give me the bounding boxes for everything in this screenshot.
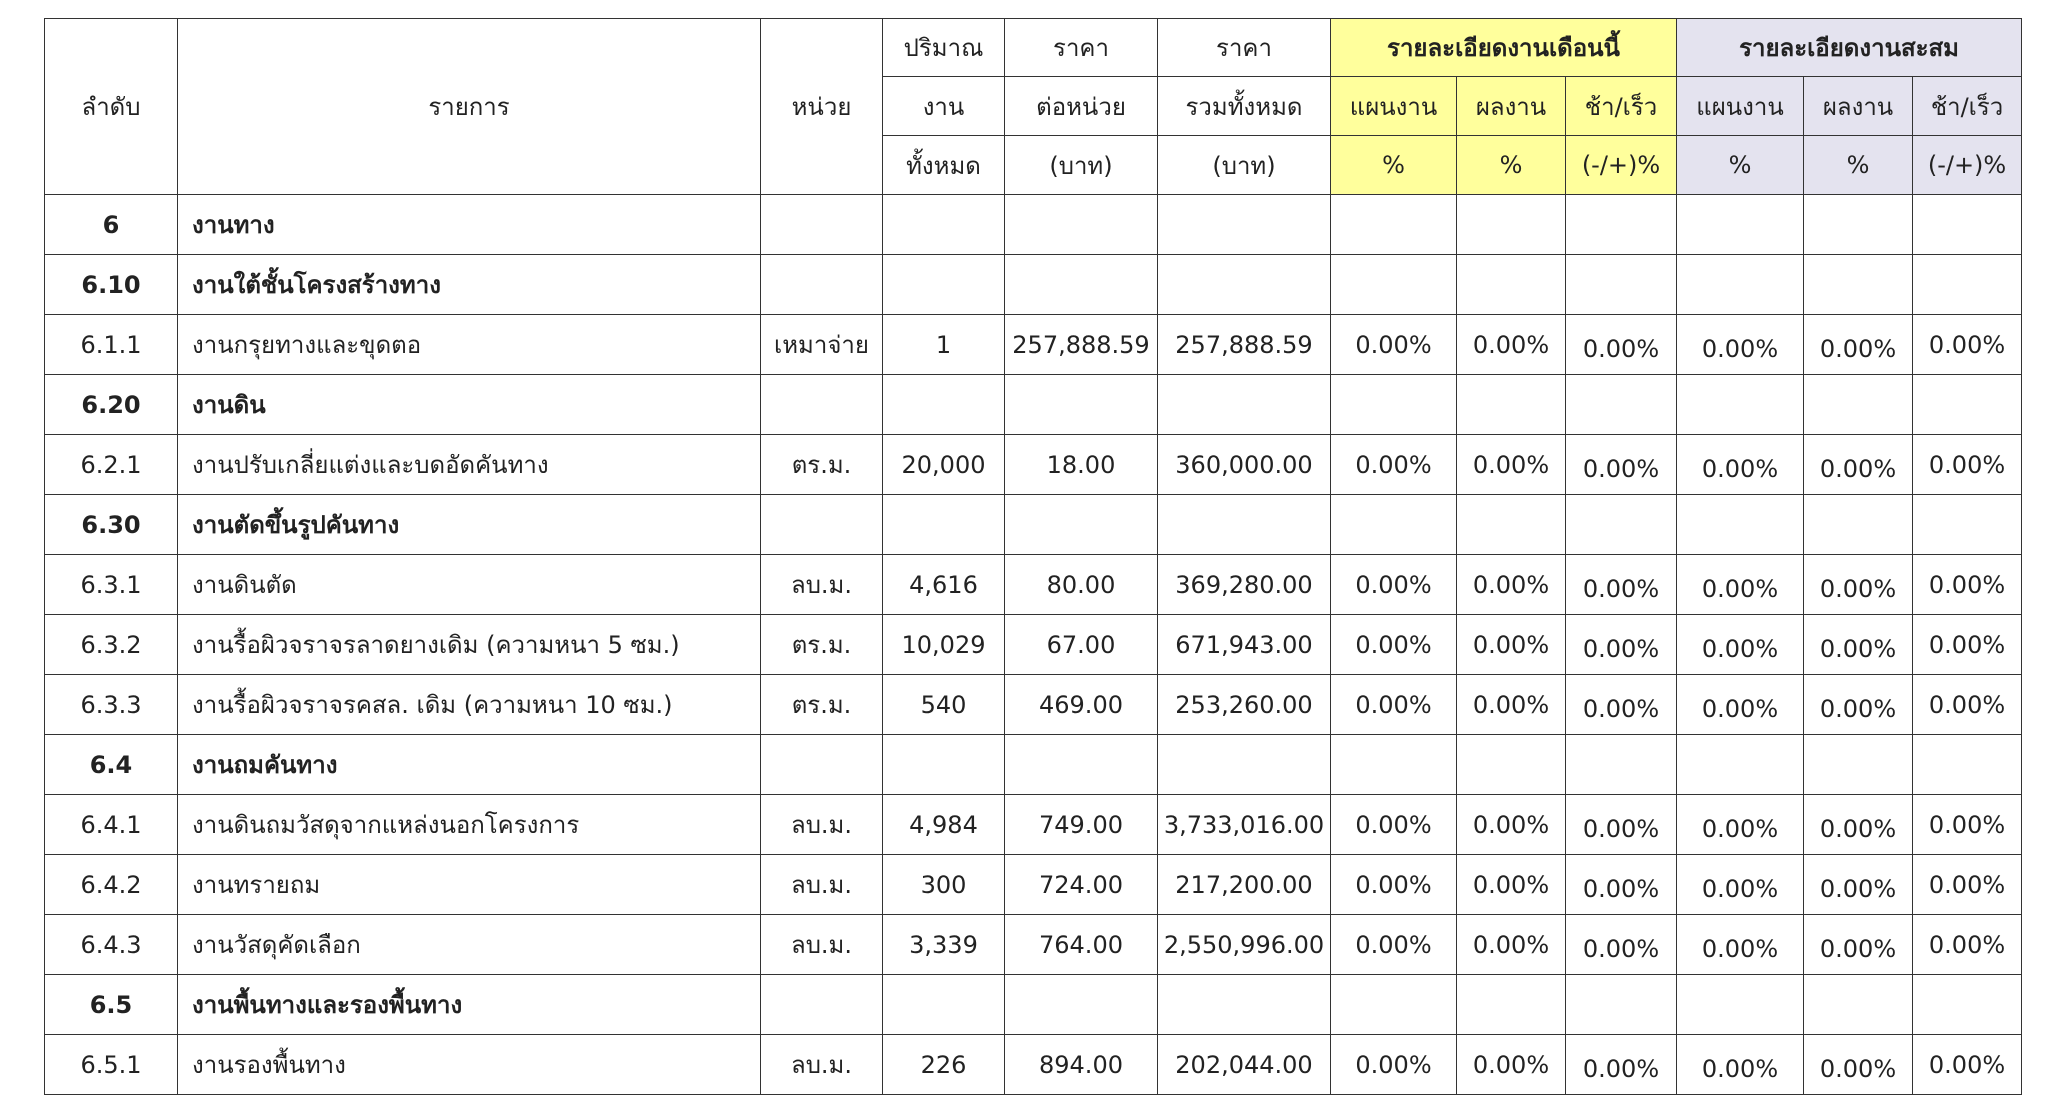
empty-cell	[1331, 735, 1457, 795]
row-quantity: 226	[883, 1035, 1005, 1095]
header-total-price-line3: (บาท)	[1158, 136, 1331, 195]
row-unit-price: 749.00	[1005, 795, 1158, 855]
row-number: 6.3.3	[45, 675, 178, 735]
row-number: 6.4.1	[45, 795, 178, 855]
row-unit: ลบ.ม.	[761, 555, 883, 615]
empty-cell	[1804, 375, 1913, 435]
header-cum-result-pct: %	[1804, 136, 1913, 195]
row-item: งานดินถมวัสดุจากแหล่งนอกโครงการ	[178, 795, 761, 855]
header-unit-price-line3: (บาท)	[1005, 136, 1158, 195]
row-total-price: 671,943.00	[1158, 615, 1331, 675]
row-cum-diff: 0.00%	[1913, 435, 2022, 495]
row-cum-plan: 0.00%	[1677, 915, 1804, 975]
row-item: งานรื้อผิวจราจรคสล. เดิม (ความหนา 10 ซม.)	[178, 675, 761, 735]
row-month-result: 0.00%	[1457, 915, 1566, 975]
table-row	[45, 615, 2022, 675]
table-row	[45, 1035, 2022, 1095]
row-month-diff: 0.00%	[1566, 675, 1677, 735]
empty-cell	[883, 735, 1005, 795]
header-month-diff-pct: (-/+)%	[1566, 136, 1677, 195]
header-total-price-line1: ราคา	[1158, 19, 1331, 77]
row-month-plan: 0.00%	[1331, 915, 1457, 975]
header-cumulative-group: รายละเอียดงานสะสม	[1677, 19, 2022, 77]
empty-cell	[1913, 495, 2022, 555]
empty-cell	[1158, 255, 1331, 315]
row-unit: ลบ.ม.	[761, 915, 883, 975]
table-row	[45, 675, 2022, 735]
row-cum-diff: 0.00%	[1913, 555, 2022, 615]
group-number: 6.4	[45, 735, 178, 795]
empty-cell	[1005, 975, 1158, 1035]
group-number: 6.30	[45, 495, 178, 555]
row-month-plan: 0.00%	[1331, 555, 1457, 615]
empty-cell	[1566, 975, 1677, 1035]
group-row	[45, 375, 2022, 435]
empty-cell	[1457, 735, 1566, 795]
row-month-plan: 0.00%	[1331, 855, 1457, 915]
header-cum-plan: แผนงาน	[1677, 77, 1804, 136]
row-cum-result: 0.00%	[1804, 675, 1913, 735]
row-quantity: 540	[883, 675, 1005, 735]
row-month-result: 0.00%	[1457, 855, 1566, 915]
row-total-price: 360,000.00	[1158, 435, 1331, 495]
empty-cell	[1158, 495, 1331, 555]
header-month-plan: แผนงาน	[1331, 77, 1457, 136]
empty-cell	[1457, 975, 1566, 1035]
group-title: งานถมคันทาง	[178, 735, 761, 795]
row-total-price: 253,260.00	[1158, 675, 1331, 735]
empty-cell	[1331, 375, 1457, 435]
empty-cell	[883, 495, 1005, 555]
row-quantity: 20,000	[883, 435, 1005, 495]
row-cum-plan: 0.00%	[1677, 615, 1804, 675]
row-month-diff: 0.00%	[1566, 915, 1677, 975]
empty-cell	[761, 735, 883, 795]
row-unit-price: 18.00	[1005, 435, 1158, 495]
table-body	[45, 195, 2022, 1095]
empty-cell	[1913, 255, 2022, 315]
empty-cell	[1005, 195, 1158, 255]
header-month-diff: ช้า/เร็ว	[1566, 77, 1677, 136]
row-cum-diff: 0.00%	[1913, 915, 2022, 975]
empty-cell	[1913, 975, 2022, 1035]
group-row	[45, 255, 2022, 315]
row-unit: ตร.ม.	[761, 435, 883, 495]
empty-cell	[883, 375, 1005, 435]
group-row	[45, 495, 2022, 555]
table-row	[45, 915, 2022, 975]
empty-cell	[1677, 375, 1804, 435]
empty-cell	[1457, 375, 1566, 435]
header-qty-line3: ทั้งหมด	[883, 136, 1005, 195]
header-month-group: รายละเอียดงานเดือนนี้	[1331, 19, 1677, 77]
empty-cell	[761, 975, 883, 1035]
row-item: งานทรายถม	[178, 855, 761, 915]
table-row	[45, 435, 2022, 495]
row-unit: ลบ.ม.	[761, 855, 883, 915]
header-month-result-pct: %	[1457, 136, 1566, 195]
row-month-plan: 0.00%	[1331, 615, 1457, 675]
row-cum-result: 0.00%	[1804, 315, 1913, 375]
row-cum-plan: 0.00%	[1677, 1035, 1804, 1095]
row-month-diff: 0.00%	[1566, 795, 1677, 855]
empty-cell	[761, 195, 883, 255]
row-quantity: 4,616	[883, 555, 1005, 615]
row-unit-price: 67.00	[1005, 615, 1158, 675]
empty-cell	[883, 255, 1005, 315]
header-qty-line1: ปริมาณ	[883, 19, 1005, 77]
row-cum-result: 0.00%	[1804, 435, 1913, 495]
row-month-result: 0.00%	[1457, 315, 1566, 375]
row-item: งานกรุยทางและขุดตอ	[178, 315, 761, 375]
group-title: งานใต้ชั้นโครงสร้างทาง	[178, 255, 761, 315]
empty-cell	[1804, 495, 1913, 555]
row-month-result: 0.00%	[1457, 795, 1566, 855]
row-cum-result: 0.00%	[1804, 855, 1913, 915]
row-total-price: 217,200.00	[1158, 855, 1331, 915]
empty-cell	[1913, 195, 2022, 255]
row-total-price: 3,733,016.00	[1158, 795, 1331, 855]
empty-cell	[761, 255, 883, 315]
row-cum-result: 0.00%	[1804, 915, 1913, 975]
row-unit-price: 469.00	[1005, 675, 1158, 735]
row-item: งานวัสดุคัดเลือก	[178, 915, 761, 975]
row-cum-plan: 0.00%	[1677, 855, 1804, 915]
empty-cell	[1331, 195, 1457, 255]
table-row	[45, 795, 2022, 855]
row-cum-plan: 0.00%	[1677, 435, 1804, 495]
empty-cell	[1677, 255, 1804, 315]
row-item: งานปรับเกลี่ยแต่งและบดอัดคันทาง	[178, 435, 761, 495]
row-number: 6.3.2	[45, 615, 178, 675]
empty-cell	[1158, 195, 1331, 255]
empty-cell	[1158, 975, 1331, 1035]
row-total-price: 257,888.59	[1158, 315, 1331, 375]
row-total-price: 202,044.00	[1158, 1035, 1331, 1095]
empty-cell	[1566, 255, 1677, 315]
group-row	[45, 975, 2022, 1035]
row-cum-result: 0.00%	[1804, 1035, 1913, 1095]
row-month-diff: 0.00%	[1566, 555, 1677, 615]
row-month-result: 0.00%	[1457, 555, 1566, 615]
empty-cell	[1913, 735, 2022, 795]
empty-cell	[1677, 975, 1804, 1035]
empty-cell	[1804, 195, 1913, 255]
empty-cell	[1005, 375, 1158, 435]
row-item: งานรื้อผิวจราจรลาดยางเดิม (ความหนา 5 ซม.)	[178, 615, 761, 675]
row-month-diff: 0.00%	[1566, 855, 1677, 915]
row-unit: ตร.ม.	[761, 675, 883, 735]
group-number: 6.10	[45, 255, 178, 315]
empty-cell	[1005, 735, 1158, 795]
empty-cell	[1677, 195, 1804, 255]
header-qty-line2: งาน	[883, 77, 1005, 136]
row-unit-price: 724.00	[1005, 855, 1158, 915]
row-item: งานรองพื้นทาง	[178, 1035, 761, 1095]
empty-cell	[1804, 975, 1913, 1035]
row-cum-plan: 0.00%	[1677, 555, 1804, 615]
empty-cell	[1158, 735, 1331, 795]
empty-cell	[1677, 735, 1804, 795]
row-cum-plan: 0.00%	[1677, 675, 1804, 735]
empty-cell	[1804, 255, 1913, 315]
row-cum-plan: 0.00%	[1677, 795, 1804, 855]
row-month-result: 0.00%	[1457, 1035, 1566, 1095]
group-number: 6	[45, 195, 178, 255]
empty-cell	[761, 495, 883, 555]
row-unit: ลบ.ม.	[761, 795, 883, 855]
group-title: งานพื้นทางและรองพื้นทาง	[178, 975, 761, 1035]
row-cum-diff: 0.00%	[1913, 315, 2022, 375]
header-unit: หน่วย	[761, 19, 883, 195]
empty-cell	[1566, 195, 1677, 255]
row-quantity: 1	[883, 315, 1005, 375]
empty-cell	[1158, 375, 1331, 435]
row-month-diff: 0.00%	[1566, 615, 1677, 675]
row-month-result: 0.00%	[1457, 435, 1566, 495]
empty-cell	[883, 195, 1005, 255]
empty-cell	[1331, 975, 1457, 1035]
empty-cell	[1005, 495, 1158, 555]
header-unit-price-line2: ต่อหน่วย	[1005, 77, 1158, 136]
row-quantity: 3,339	[883, 915, 1005, 975]
row-month-plan: 0.00%	[1331, 795, 1457, 855]
row-item: งานดินตัด	[178, 555, 761, 615]
row-cum-diff: 0.00%	[1913, 1035, 2022, 1095]
group-title: งานดิน	[178, 375, 761, 435]
row-unit: ตร.ม.	[761, 615, 883, 675]
group-title: งานตัดขึ้นรูปคันทาง	[178, 495, 761, 555]
row-cum-result: 0.00%	[1804, 795, 1913, 855]
progress-table	[44, 18, 2022, 1095]
header-item: รายการ	[178, 19, 761, 195]
empty-cell	[1566, 495, 1677, 555]
table-row	[45, 855, 2022, 915]
row-cum-result: 0.00%	[1804, 555, 1913, 615]
group-row	[45, 195, 2022, 255]
row-month-plan: 0.00%	[1331, 675, 1457, 735]
row-number: 6.1.1	[45, 315, 178, 375]
header-cum-diff-pct: (-/+)%	[1913, 136, 2022, 195]
group-number: 6.20	[45, 375, 178, 435]
row-month-result: 0.00%	[1457, 675, 1566, 735]
row-cum-plan: 0.00%	[1677, 315, 1804, 375]
empty-cell	[1331, 255, 1457, 315]
row-cum-result: 0.00%	[1804, 615, 1913, 675]
empty-cell	[761, 375, 883, 435]
row-month-plan: 0.00%	[1331, 435, 1457, 495]
row-unit-price: 257,888.59	[1005, 315, 1158, 375]
row-cum-diff: 0.00%	[1913, 615, 2022, 675]
row-unit: เหมาจ่าย	[761, 315, 883, 375]
empty-cell	[1457, 195, 1566, 255]
header-month-plan-pct: %	[1331, 136, 1457, 195]
row-cum-diff: 0.00%	[1913, 855, 2022, 915]
row-month-plan: 0.00%	[1331, 315, 1457, 375]
header-cum-result: ผลงาน	[1804, 77, 1913, 136]
empty-cell	[1566, 375, 1677, 435]
row-month-diff: 0.00%	[1566, 315, 1677, 375]
row-quantity: 10,029	[883, 615, 1005, 675]
row-month-diff: 0.00%	[1566, 435, 1677, 495]
row-quantity: 300	[883, 855, 1005, 915]
header-cum-plan-pct: %	[1677, 136, 1804, 195]
table-row	[45, 555, 2022, 615]
row-month-plan: 0.00%	[1331, 1035, 1457, 1095]
row-total-price: 2,550,996.00	[1158, 915, 1331, 975]
empty-cell	[1457, 495, 1566, 555]
empty-cell	[1005, 255, 1158, 315]
table-row	[45, 315, 2022, 375]
header-month-result: ผลงาน	[1457, 77, 1566, 136]
empty-cell	[1804, 735, 1913, 795]
empty-cell	[1566, 735, 1677, 795]
header-cum-diff: ช้า/เร็ว	[1913, 77, 2022, 136]
row-cum-diff: 0.00%	[1913, 795, 2022, 855]
empty-cell	[1457, 255, 1566, 315]
empty-cell	[883, 975, 1005, 1035]
row-number: 6.3.1	[45, 555, 178, 615]
row-number: 6.5.1	[45, 1035, 178, 1095]
row-total-price: 369,280.00	[1158, 555, 1331, 615]
empty-cell	[1677, 495, 1804, 555]
header-no: ลำดับ	[45, 19, 178, 195]
row-quantity: 4,984	[883, 795, 1005, 855]
row-number: 6.4.3	[45, 915, 178, 975]
row-cum-diff: 0.00%	[1913, 675, 2022, 735]
row-unit-price: 894.00	[1005, 1035, 1158, 1095]
group-number: 6.5	[45, 975, 178, 1035]
row-unit-price: 764.00	[1005, 915, 1158, 975]
row-month-diff: 0.00%	[1566, 1035, 1677, 1095]
empty-cell	[1331, 495, 1457, 555]
empty-cell	[1913, 375, 2022, 435]
header-unit-price-line1: ราคา	[1005, 19, 1158, 77]
group-row	[45, 735, 2022, 795]
row-unit-price: 80.00	[1005, 555, 1158, 615]
header-total-price-line2: รวมทั้งหมด	[1158, 77, 1331, 136]
row-unit: ลบ.ม.	[761, 1035, 883, 1095]
row-number: 6.4.2	[45, 855, 178, 915]
row-month-result: 0.00%	[1457, 615, 1566, 675]
row-number: 6.2.1	[45, 435, 178, 495]
group-title: งานทาง	[178, 195, 761, 255]
